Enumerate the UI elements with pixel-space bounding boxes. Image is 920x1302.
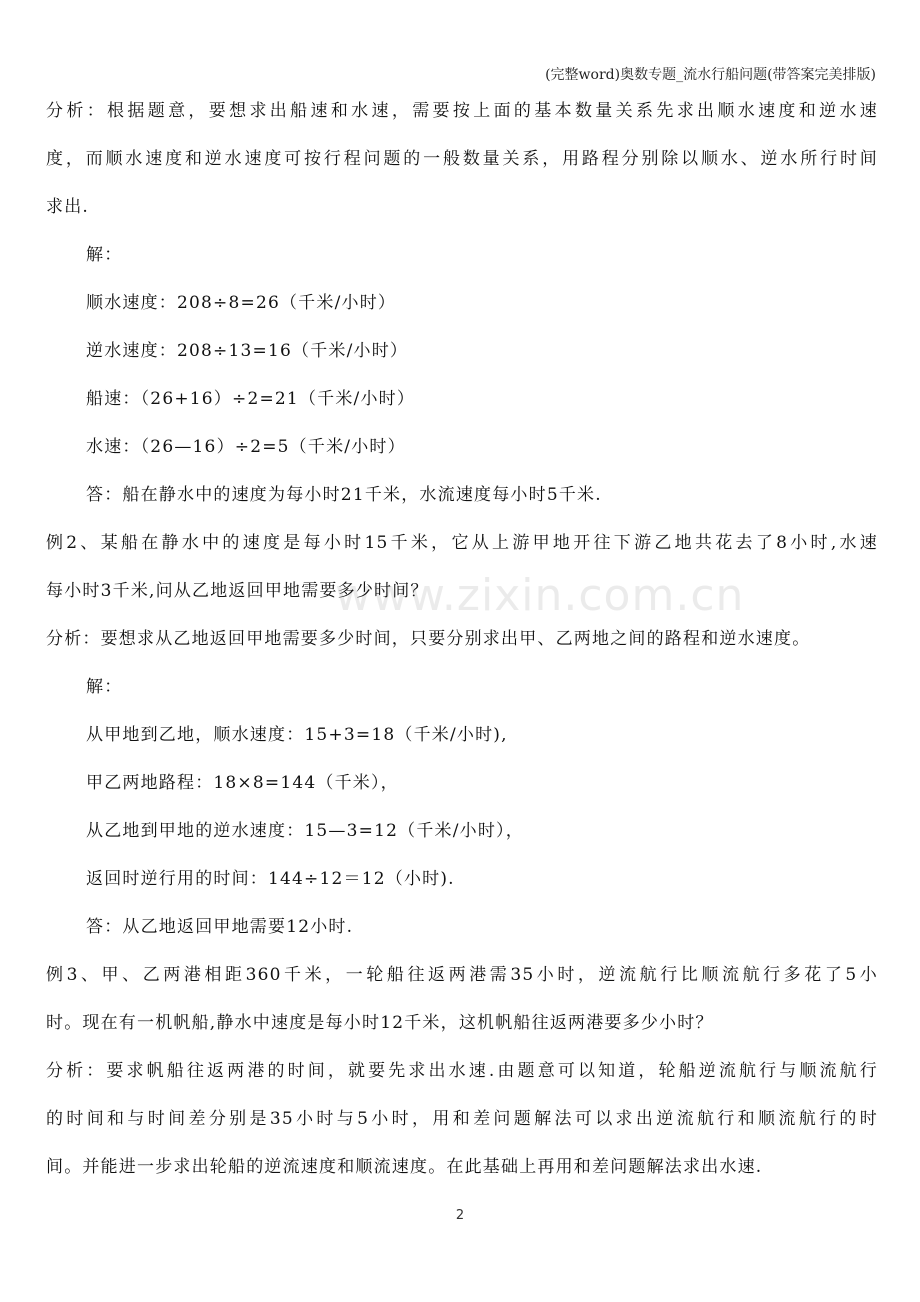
example-2-line-2: 每小时3千米,问从乙地返回甲地需要多少时间？ (46, 581, 429, 601)
example-3-line-2: 时。现在有一机帆船,静水中速度是每小时12千米，这机帆船往返两港要多少小时？ (46, 1013, 714, 1033)
solution-1-step-2: 逆水速度：208÷13=16（千米/小时） (86, 341, 409, 361)
answer-1: 答：船在静水中的速度为每小时21千米，水流速度每小时5千米. (86, 485, 602, 505)
solution-1-step-4: 水速：（26—16）÷2=5（千米/小时） (86, 437, 406, 457)
solution-2-step-4: 返回时逆行用的时间：144÷12＝12（小时). (86, 869, 455, 889)
analysis-1-line-2: 度，而顺水速度和逆水速度可按行程问题的一般数量关系，用路程分别除以顺水、逆水所行时间 (46, 149, 878, 169)
analysis-1-line-1: 分析：根据题意，要想求出船速和水速，需要按上面的基本数量关系先求出顺水速度和逆水速 (46, 101, 878, 121)
solution-2-step-1: 从甲地到乙地，顺水速度：15+3=18（千米/小时), (86, 725, 508, 745)
answer-2: 答：从乙地返回甲地需要12小时. (86, 917, 354, 937)
watermark: www.zixin.com.cn (335, 570, 745, 621)
solution-1-step-3: 船速：（26+16）÷2=21（千米/小时） (86, 389, 416, 409)
analysis-3-line-2: 的时间和与时间差分别是35小时与5小时，用和差问题解法可以求出逆流航行和顺流航行的时 (46, 1109, 878, 1129)
document-body (46, 96, 878, 1200)
solution-2-step-2: 甲乙两地路程：18×8=144（千米）， (86, 773, 399, 793)
example-3-line-1: 例3、甲、乙两港相距360千米，一轮船往返两港需35小时，逆流航行比顺流航行多花了5小 (46, 965, 878, 985)
analysis-3-line-1: 分析：要求帆船往返两港的时间，就要先求出水速.由题意可以知道，轮船逆流航行与顺流航行 (46, 1061, 878, 1081)
page-number: 2 (455, 1208, 465, 1223)
analysis-2: 分析：要想求从乙地返回甲地需要多少时间，只要分别求出甲、乙两地之间的路程和逆水速度。 (46, 629, 811, 649)
analysis-3-line-3: 间。并能进一步求出轮船的逆流速度和顺流速度。在此基础上再用和差问题解法求出水速. (46, 1157, 763, 1177)
example-2-line-1: 例2、某船在静水中的速度是每小时15千米，它从上游甲地开往下游乙地共花去了8小时,水速 (46, 533, 879, 553)
solution-2-heading: 解： (86, 677, 123, 697)
solution-2-step-3: 从乙地到甲地的逆水速度：15—3=12（千米/小时）， (86, 821, 524, 841)
solution-1-step-1: 顺水速度：208÷8=26（千米/小时） (86, 293, 397, 313)
document-header: (完整word)奥数专题_流水行船问题(带答案完美排版) (545, 67, 876, 83)
analysis-1-line-3: 求出. (46, 197, 90, 217)
solution-1-heading: 解： (86, 245, 123, 265)
